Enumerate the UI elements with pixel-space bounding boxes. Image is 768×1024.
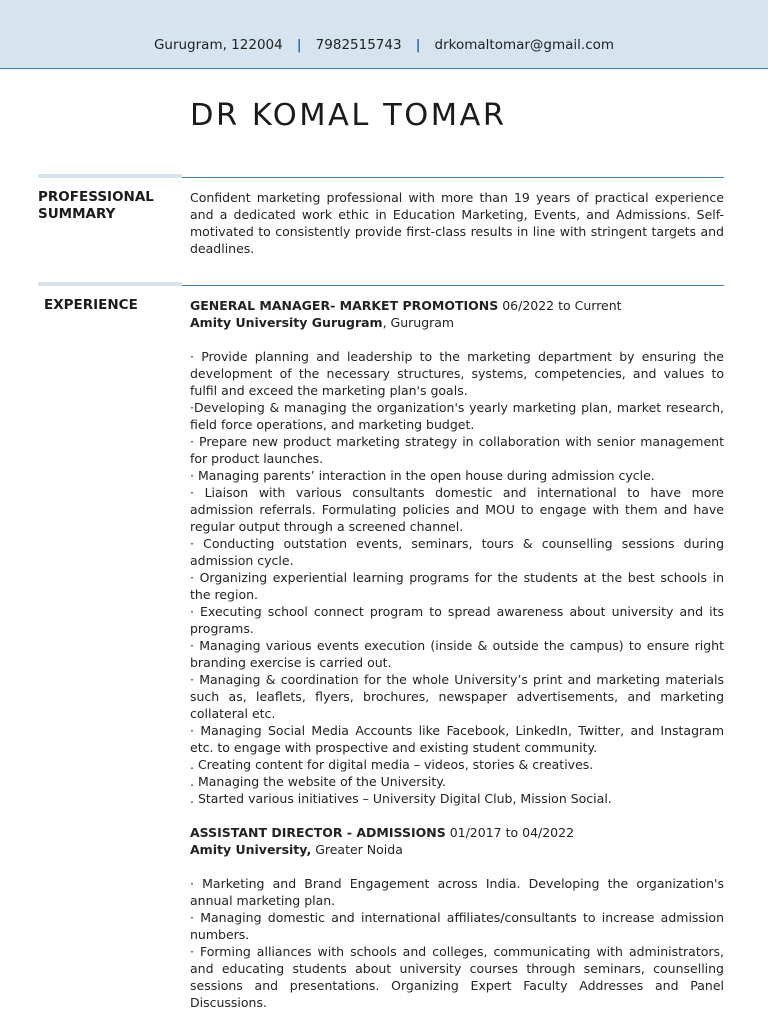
job-bullet: · Prepare new product marketing strategy in collaboration with senior management for product launches. [190,434,724,466]
header-band [0,0,768,69]
job-bullet: · Managing & coordination for the whole University’s print and marketing materials such as, leaflets, flyers, brochures, newspaper advertisements, and marketing collateral etc. [190,672,724,721]
company-location: Greater Noida [311,842,403,857]
candidate-name: DR KOMAL TOMAR [190,98,507,133]
job-bullet: · Marketing and Brand Engagement across India. Developing the organization's annual marketing plan. [190,876,724,908]
job-bullet: ·Developing & managing the organization's yearly marketing plan, market research, field force operations, and marketing budget. [190,400,724,432]
summary-text: Confident marketing professional with more than 19 years of practical experience and a dedicated work ethic in Education Marketing, Events, and Admissions. Self-motivated to consistently provide first-class results in line with stringent targets and deadlines. [190,190,724,256]
job-company-line [190,841,724,858]
separator: | [296,37,302,53]
job-bullet: · Managing various events execution (inside & outside the campus) to ensure right branding exercise is carried out. [190,638,724,670]
job-dates: 01/2017 to 04/2022 [449,825,575,840]
summary-heading-line1: PROFESSIONAL [38,189,154,205]
job-title: ASSISTANT DIRECTOR - ADMISSIONS [190,825,446,840]
email-text: drkomaltomar@gmail.com [434,37,615,53]
job-bullet: · Managing domestic and international affiliates/consultants to increase admission numbers. [190,910,724,942]
phone-text: 7982515743 [315,37,402,53]
experience-heading: EXPERIENCE [44,297,138,313]
job-bullet: · Managing Social Media Accounts like Facebook, LinkedIn, Twitter, and Instagram etc. to engage with prospective and existing student community. [190,723,724,755]
job-bullet: · Organizing experiential learning programs for the students at the best schools in the region. [190,570,724,602]
job-header [190,824,724,841]
job-company-line [190,314,724,331]
company-name: Amity University Gurugram [190,315,383,330]
job-bullet: · Forming alliances with schools and colleges, communicating with administrators, and educating students about university courses through seminars, counselling sessions and presentations. Organizing Expert Faculty Addresses and Panel Discussions. [190,944,724,1010]
job-bullet: · Liaison with various consultants domestic and international to have more admission referrals. Formulating policies and MOU to engage with them and have regular output through a screened channel. [190,485,724,534]
contact-line [0,37,768,53]
job-header [190,297,724,314]
job-bullet: · Provide planning and leadership to the marketing department by ensuring the development of the necessary structures, systems, competencies, and values to fulfil and exceed the marketing plan's goals. [190,349,724,398]
job-bullet: · Executing school connect program to spread awareness about university and its programs. [190,604,724,636]
section-rule-accent [38,174,182,178]
experience-body [190,297,724,1011]
section-rule-accent [38,282,182,286]
separator: | [415,37,421,53]
job-entry [190,297,724,807]
job-bullet: . Managing the website of the University. [190,774,446,789]
job-bullet: . Started various initiatives – University Digital Club, Mission Social. [190,791,612,806]
section-rule [182,285,724,286]
job-bullet: · Managing parents’ interaction in the open house during admission cycle. [190,468,655,483]
job-title: GENERAL MANAGER- MARKET PROMOTIONS [190,298,499,313]
company-location: , Gurugram [382,315,455,330]
job-entry [190,824,724,1011]
company-name: Amity University, [190,842,312,857]
section-rule [182,177,724,178]
job-bullet: . Creating content for digital media – videos, stories & creatives. [190,757,594,772]
summary-heading [38,189,154,223]
job-bullet: · Conducting outstation events, seminars, tours & counselling sessions during admission cycle. [190,536,724,568]
job-dates: 06/2022 to Current [502,298,622,313]
location-text: Gurugram, 122004 [153,37,283,53]
summary-heading-line2: SUMMARY [38,206,116,222]
